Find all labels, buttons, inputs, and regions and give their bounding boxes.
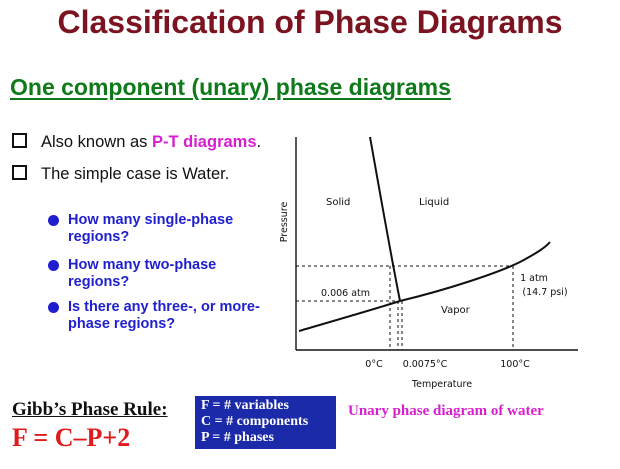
question-text: How many single-phase regions?	[68, 212, 234, 245]
slide-title: Classification of Phase Diagrams	[57, 4, 563, 40]
bullet-prefix: Also known as	[41, 133, 152, 151]
y-axis-label: Pressure	[279, 201, 290, 243]
x-tick-0c: 0°C	[365, 359, 383, 370]
diagram-axes	[296, 137, 578, 350]
solid-liquid-boundary	[370, 137, 400, 301]
gibbs-phase-rule-label: Gibb’s Phase Rule:	[12, 399, 168, 420]
question-text: How many two-phase regions?	[68, 257, 217, 290]
region-solid: Solid	[326, 197, 351, 208]
pressure-label-high-1: 1 atm	[520, 273, 548, 284]
x-tick-100c: 100°C	[500, 359, 530, 370]
pressure-label-low: 0.006 atm	[321, 288, 371, 299]
bullet-text: The simple case is Water.	[41, 165, 230, 183]
bullet-suffix: .	[256, 133, 262, 151]
question-text: Is there any three-, or more-phase regions?	[68, 299, 260, 332]
phase-rule-formula: F = C–P+2	[12, 423, 131, 452]
variable-definitions-box	[195, 396, 336, 449]
diagram-caption: Unary phase diagram of water	[348, 403, 544, 419]
pt-diagrams-highlight: P-T diagrams	[151, 133, 257, 151]
x-tick-00075c: 0.0075°C	[402, 359, 448, 370]
slide-subtitle: One component (unary) phase diagrams	[10, 74, 451, 100]
definition-p: P = # phases	[201, 430, 274, 445]
definition-c: C = # components	[201, 414, 309, 429]
x-axis-label: Temperature	[411, 379, 473, 390]
region-vapor: Vapor	[441, 305, 470, 316]
region-liquid: Liquid	[419, 197, 450, 208]
definition-f: F = # variables	[201, 398, 289, 413]
solid-vapor-boundary	[299, 301, 400, 331]
pressure-label-high-2: (14.7 psi)	[522, 287, 568, 298]
